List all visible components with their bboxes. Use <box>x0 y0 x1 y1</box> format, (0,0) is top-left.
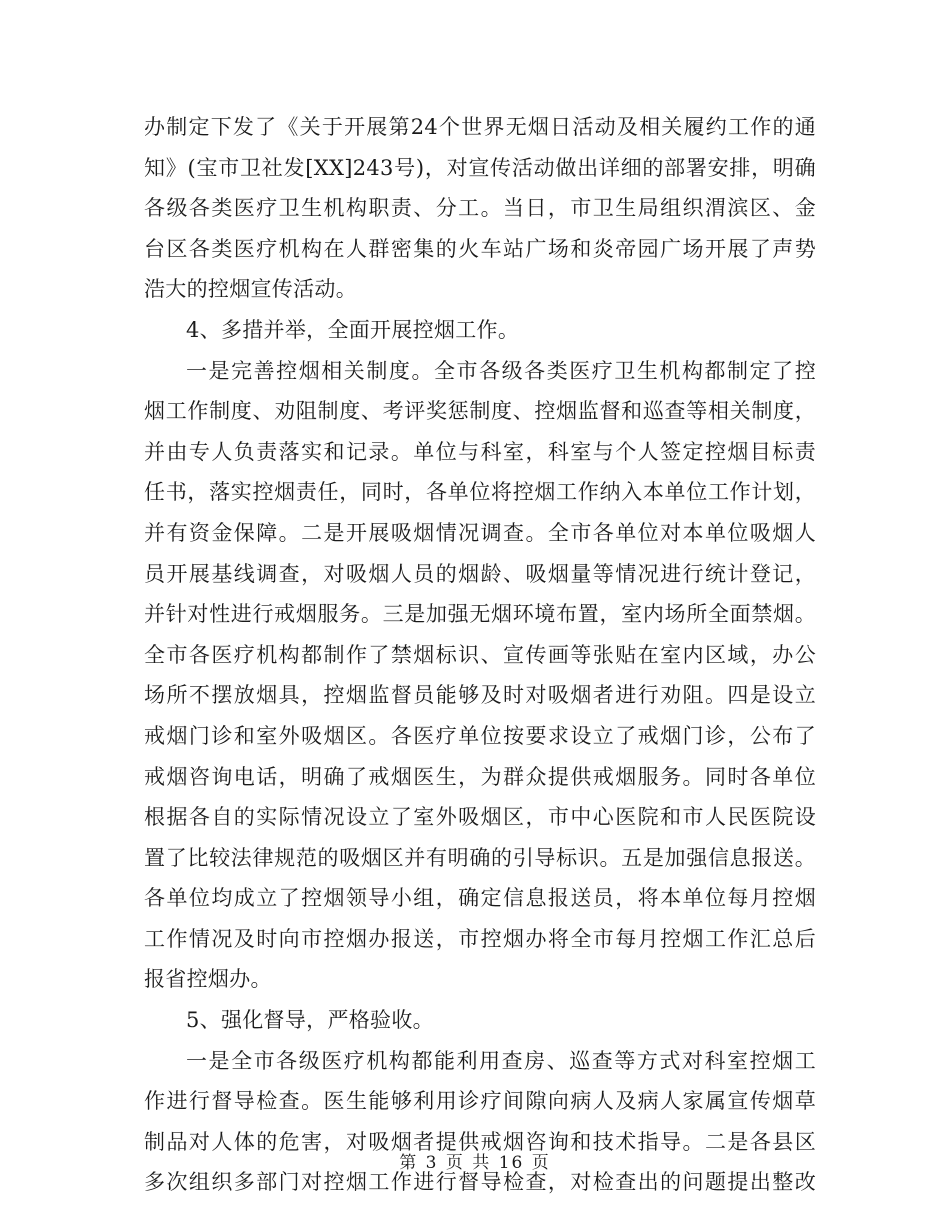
paragraph <box>144 1041 816 1203</box>
text-line: 根据各自的实际情况设立了室外吸烟区，市中心医院和市人民医院设 <box>144 805 816 830</box>
text-line: 各级各类医疗卫生机构职责、分工。当日，市卫生局组织渭滨区、金 <box>144 196 816 221</box>
text-line: 置了比较法律规范的吸烟区并有明确的引导标识。五是加强信息报送。 <box>144 845 816 870</box>
text-line: 各单位均成立了控烟领导小组，确定信息报送员，将本单位每月控烟 <box>144 886 816 911</box>
text-line: 报省控烟办。 <box>144 967 272 992</box>
text-line: 戒烟咨询电话，明确了戒烟医生，为群众提供戒烟服务。同时各单位 <box>144 764 816 789</box>
text-line: 并由专人负责落实和记录。单位与科室，科室与个人签定控烟目标责 <box>144 439 816 464</box>
text-line: 多次组织多部门对控烟工作进行督导检查，对检查出的问题提出整改 <box>144 1170 816 1195</box>
paragraph <box>144 310 816 351</box>
paragraph <box>144 107 816 310</box>
paragraph <box>144 351 816 1001</box>
text-line: 全市各医疗机构都制作了禁烟标识、宣传画等张贴在室内区域，办公 <box>144 642 816 667</box>
text-line: 4、多措并举，全面开展控烟工作。 <box>186 317 520 342</box>
text-line: 任书，落实控烟责任，同时，各单位将控烟工作纳入本单位工作计划， <box>144 480 816 505</box>
text-line: 烟工作制度、劝阻制度、考评奖惩制度、控烟监督和巡查等相关制度， <box>144 399 816 424</box>
text-line: 工作情况及时向市控烟办报送，市控烟办将全市每月控烟工作汇总后 <box>144 926 816 951</box>
text-line: 一是全市各级医疗机构都能利用查房、巡查等方式对科室控烟工 <box>186 1048 816 1073</box>
text-line: 并有资金保障。二是开展吸烟情况调查。全市各单位对本单位吸烟人 <box>144 520 816 545</box>
text-line: 5、强化督导，严格验收。 <box>186 1008 434 1033</box>
text-line: 知》(宝市卫社发[XX]243号)，对宣传活动做出详细的部署安排，明确 <box>144 155 816 180</box>
document-body <box>144 107 816 1203</box>
paragraph <box>144 1000 816 1041</box>
text-line: 作进行督导检查。医生能够利用诊疗间隙向病人及病人家属宣传烟草 <box>144 1089 816 1114</box>
text-line: 并针对性进行戒烟服务。三是加强无烟环境布置，室内场所全面禁烟。 <box>144 602 816 627</box>
text-line: 一是完善控烟相关制度。全市各级各类医疗卫生机构都制定了控 <box>186 358 816 383</box>
page-footer: 第 3 页 共 16 页 <box>399 1153 551 1173</box>
text-line: 场所不摆放烟具，控烟监督员能够及时对吸烟者进行劝阻。四是设立 <box>144 683 816 708</box>
text-line: 戒烟门诊和室外吸烟区。各医疗单位按要求设立了戒烟门诊，公布了 <box>144 723 816 748</box>
text-line: 办制定下发了《关于开展第24个世界无烟日活动及相关履约工作的通 <box>144 115 816 139</box>
text-line: 台区各类医疗机构在人群密集的火车站广场和炎帝园广场开展了声势 <box>144 236 816 261</box>
text-line: 制品对人体的危害，对吸烟者提供戒烟咨询和技术指导。二是各县区 <box>144 1129 816 1154</box>
text-line: 浩大的控烟宣传活动。 <box>144 277 357 302</box>
text-line: 员开展基线调查，对吸烟人员的烟龄、吸烟量等情况进行统计登记， <box>144 561 816 586</box>
